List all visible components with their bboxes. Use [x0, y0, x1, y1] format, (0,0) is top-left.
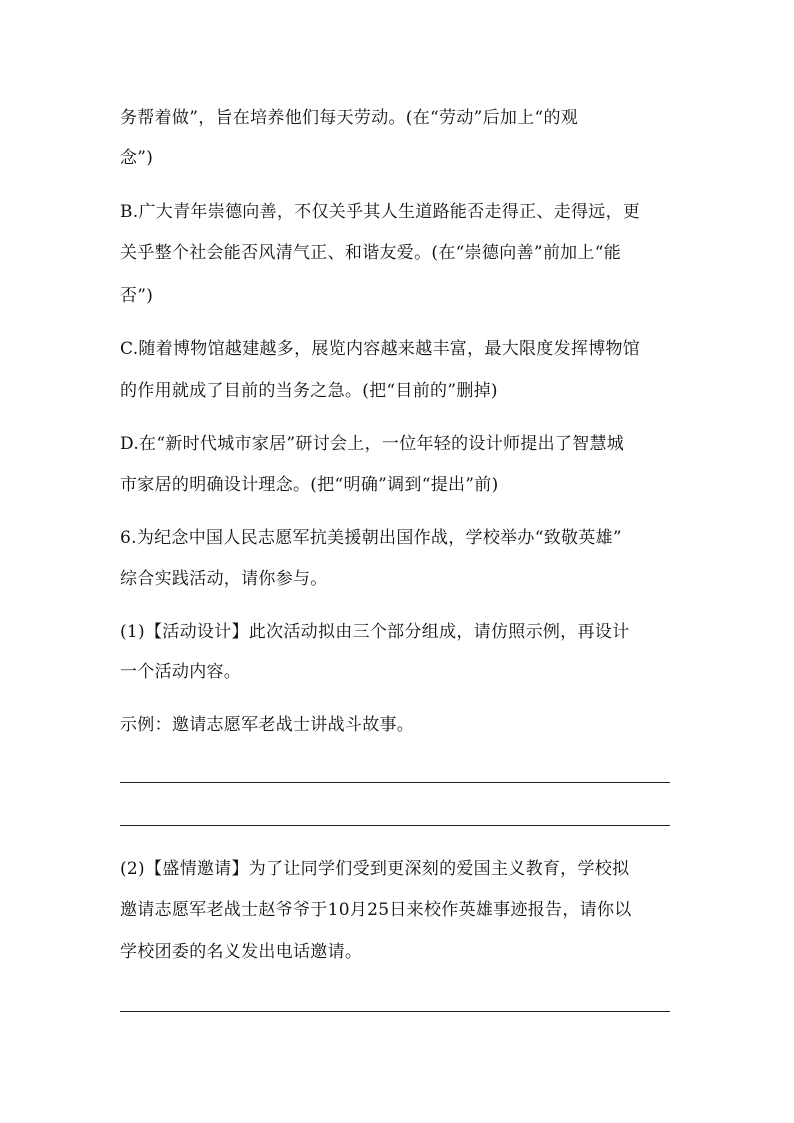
question-6-line-2: 综合实践活动，请你参与。	[120, 569, 328, 589]
subquestion-1-line-2: 一个活动内容。	[120, 662, 242, 682]
subquestion-2-line-2: 邀请志愿军老战士赵爷爷于10月25日来校作英雄事迹报告，请你以	[120, 900, 632, 920]
option-a-line-1: 务帮着做”，旨在培养他们每天劳动。(在“劳动”后加上“的观	[120, 108, 579, 128]
option-d-line-1: D.在“新时代城市家居”研讨会上，一位年轻的设计师提出了智慧城	[120, 434, 625, 454]
option-b-line-2: 关乎整个社会能否风清气正、和谐友爱。(在“崇德向善”前加上“能	[120, 243, 622, 263]
option-b-line-3: 否”)	[120, 286, 154, 306]
answer-line-1[interactable]	[120, 782, 670, 783]
option-c-line-2: 的作用就成了目前的当务之急。(把“目前的”删掉)	[120, 381, 498, 401]
subquestion-2-line-1: (2)【盛情邀请】为了让同学们受到更深刻的爱国主义教育，学校拟	[120, 859, 630, 879]
option-c-line-1: C.随着博物馆越建越多，展览内容越来越丰富，最大限度发挥博物馆	[120, 339, 641, 359]
option-b-line-1: B.广大青年崇德向善，不仅关乎其人生道路能否走得正、走得远，更	[120, 202, 641, 222]
example-line: 示例：邀请志愿军老战士讲战斗故事。	[120, 715, 415, 735]
option-d-line-2: 市家居的明确设计理念。(把“明确”调到“提出”前)	[120, 475, 499, 495]
option-a-line-2: 念”)	[120, 148, 154, 168]
question-6-line-1: 6.为纪念中国人民志愿军抗美援朝出国作战，学校举办“致敬英雄”	[120, 528, 622, 548]
subquestion-2-line-3: 学校团委的名义发出电话邀请。	[120, 942, 363, 962]
answer-line-2[interactable]	[120, 825, 670, 826]
answer-line-3[interactable]	[120, 1011, 670, 1012]
subquestion-1-line-1: (1)【活动设计】此次活动拟由三个部分组成，请仿照示例，再设计	[120, 622, 630, 642]
